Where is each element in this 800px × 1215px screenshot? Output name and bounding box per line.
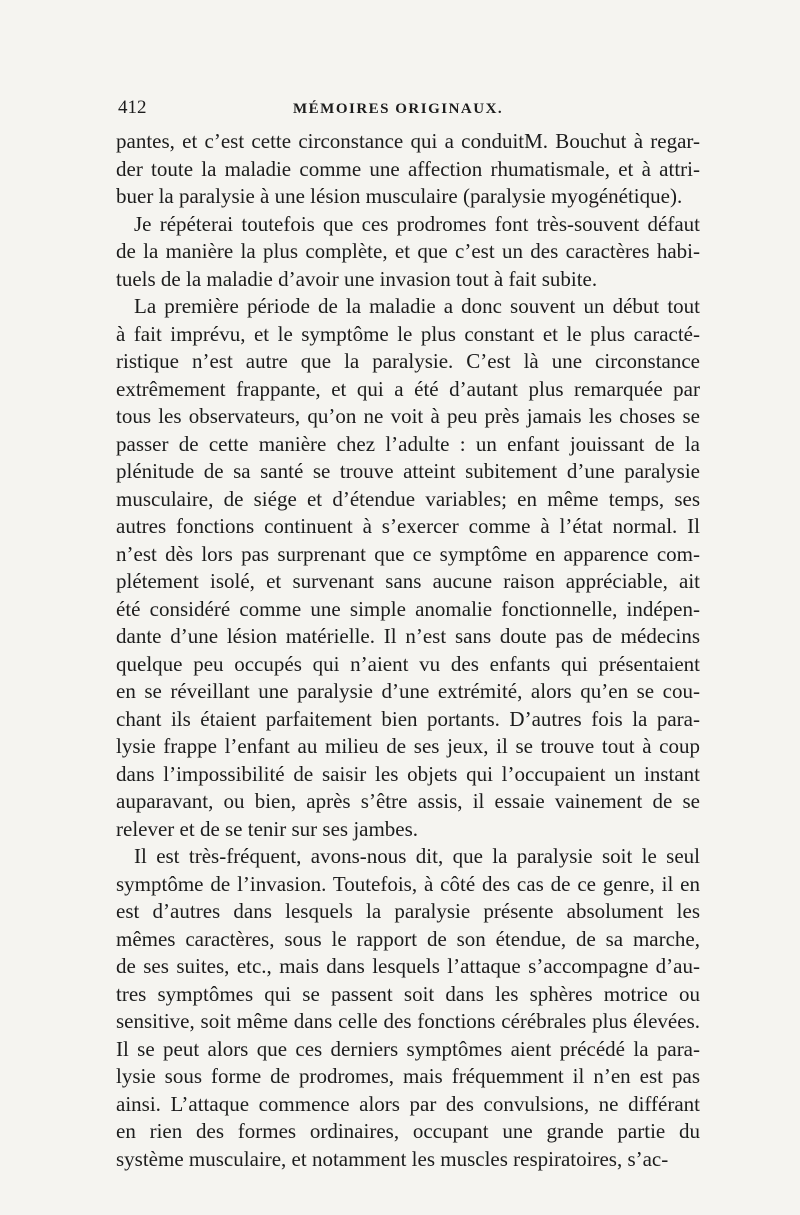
running-head <box>118 96 698 120</box>
text-line: musculaire, de siége et d’étendue variables; en même temps, ses <box>116 486 700 511</box>
text-line: tous les observateurs, qu’on ne voit à peu près jamais les choses se <box>116 404 700 428</box>
paragraph <box>116 211 700 294</box>
text-line: dans l’impossibilité de saisir les objets qui l’occupaient un instant <box>116 761 700 786</box>
text-line: Je répéterai toutefois que ces prodromes font très-souvent défaut <box>134 211 700 236</box>
text-line: chant ils étaient parfaitement bien portants. D’autres fois la para- <box>116 706 700 731</box>
text-line: dante d’une lésion matérielle. Il n’est sans doute pas de médecins <box>116 624 700 648</box>
text-line: de ses suites, etc., mais dans lesquels l’attaque s’accompagne d’au- <box>116 954 700 978</box>
text-line: de la manière la plus complète, et que c’est un des caractères habi- <box>116 239 700 263</box>
text-line: auparavant, ou bien, après s’être assis, il essaie vainement de se <box>116 789 700 813</box>
paragraph <box>116 293 700 843</box>
text-line: mêmes caractères, sous le rapport de son étendue, de sa marche, <box>116 926 700 951</box>
text-line: pantes, et c’est cette circonstance qui a conduitM. Bouchut à regar- <box>116 129 700 153</box>
text-line: à fait imprévu, et le symptôme le plus constant et le plus caracté- <box>116 321 700 346</box>
text-line: sensitive, soit même dans celle des fonctions cérébrales plus élevées. <box>116 1009 700 1033</box>
text-line: passer de cette manière chez l’adulte : un enfant jouissant de la <box>116 431 700 456</box>
text-line: tres symptômes qui se passent soit dans les sphères motrice ou <box>116 981 700 1006</box>
text-line: n’est dès lors pas surprenant que ce symptôme en apparence com- <box>116 541 700 566</box>
text-line: tuels de la maladie d’avoir une invasion tout à fait subite. <box>116 266 598 291</box>
text-line: extrêmement frappante, et qui a été d’autant plus remarquée par <box>116 376 700 401</box>
body-text <box>116 128 700 1173</box>
text-line: symptôme de l’invasion. Toutefois, à côté des cas de ce genre, il en <box>116 871 700 896</box>
text-line: der toute la maladie comme une affection rhumatismale, et à attri- <box>116 156 700 181</box>
text-line: autres fonctions continuent à s’exercer comme à l’état normal. Il <box>116 514 700 538</box>
text-line: lysie frappe l’enfant au milieu de ses jeux, il se trouve tout à coup <box>116 734 700 758</box>
text-line: ainsi. L’attaque commence alors par des convulsions, ne différant <box>116 1091 700 1116</box>
text-line: été considéré comme une simple anomalie fonctionnelle, indépen- <box>116 596 700 621</box>
paragraph <box>116 128 700 211</box>
text-line: en se réveillant une paralysie d’une extrémité, alors qu’en se cou- <box>116 679 700 703</box>
text-line: La première période de la maladie a donc souvent un début tout <box>134 294 700 318</box>
text-line: Il se peut alors que ces derniers symptômes aient précédé la para- <box>116 1036 700 1061</box>
text-line: plétement isolé, et survenant sans aucune raison appréciable, ait <box>116 569 700 593</box>
text-line: système musculaire, et notamment les muscles respiratoires, s’ac- <box>116 1146 669 1171</box>
text-line: buer la paralysie à une lésion musculaire (paralysie myogénétique). <box>116 184 683 208</box>
paragraph <box>116 843 700 1173</box>
text-line: ristique n’est autre que la paralysie. C’est là une circonstance <box>116 349 700 373</box>
text-line: lysie sous forme de prodromes, mais fréquemment il n’en est pas <box>116 1064 700 1088</box>
text-line: relever et de se tenir sur ses jambes. <box>116 816 419 841</box>
text-line: est d’autres dans lesquels la paralysie présente absolument les <box>116 899 700 923</box>
page-number: 412 <box>118 97 147 118</box>
text-line: plénitude de sa santé se trouve atteint subitement d’une paralysie <box>116 459 700 483</box>
text-line: Il est très-fréquent, avons-nous dit, que la paralysie soit le seul <box>134 844 700 868</box>
running-title: MÉMOIRES ORIGINAUX. <box>293 101 504 117</box>
text-line: en rien des formes ordinaires, occupant une grande partie du <box>116 1119 700 1143</box>
text-line: quelque peu occupés qui n’aient vu des enfants qui présentaient <box>116 651 700 676</box>
